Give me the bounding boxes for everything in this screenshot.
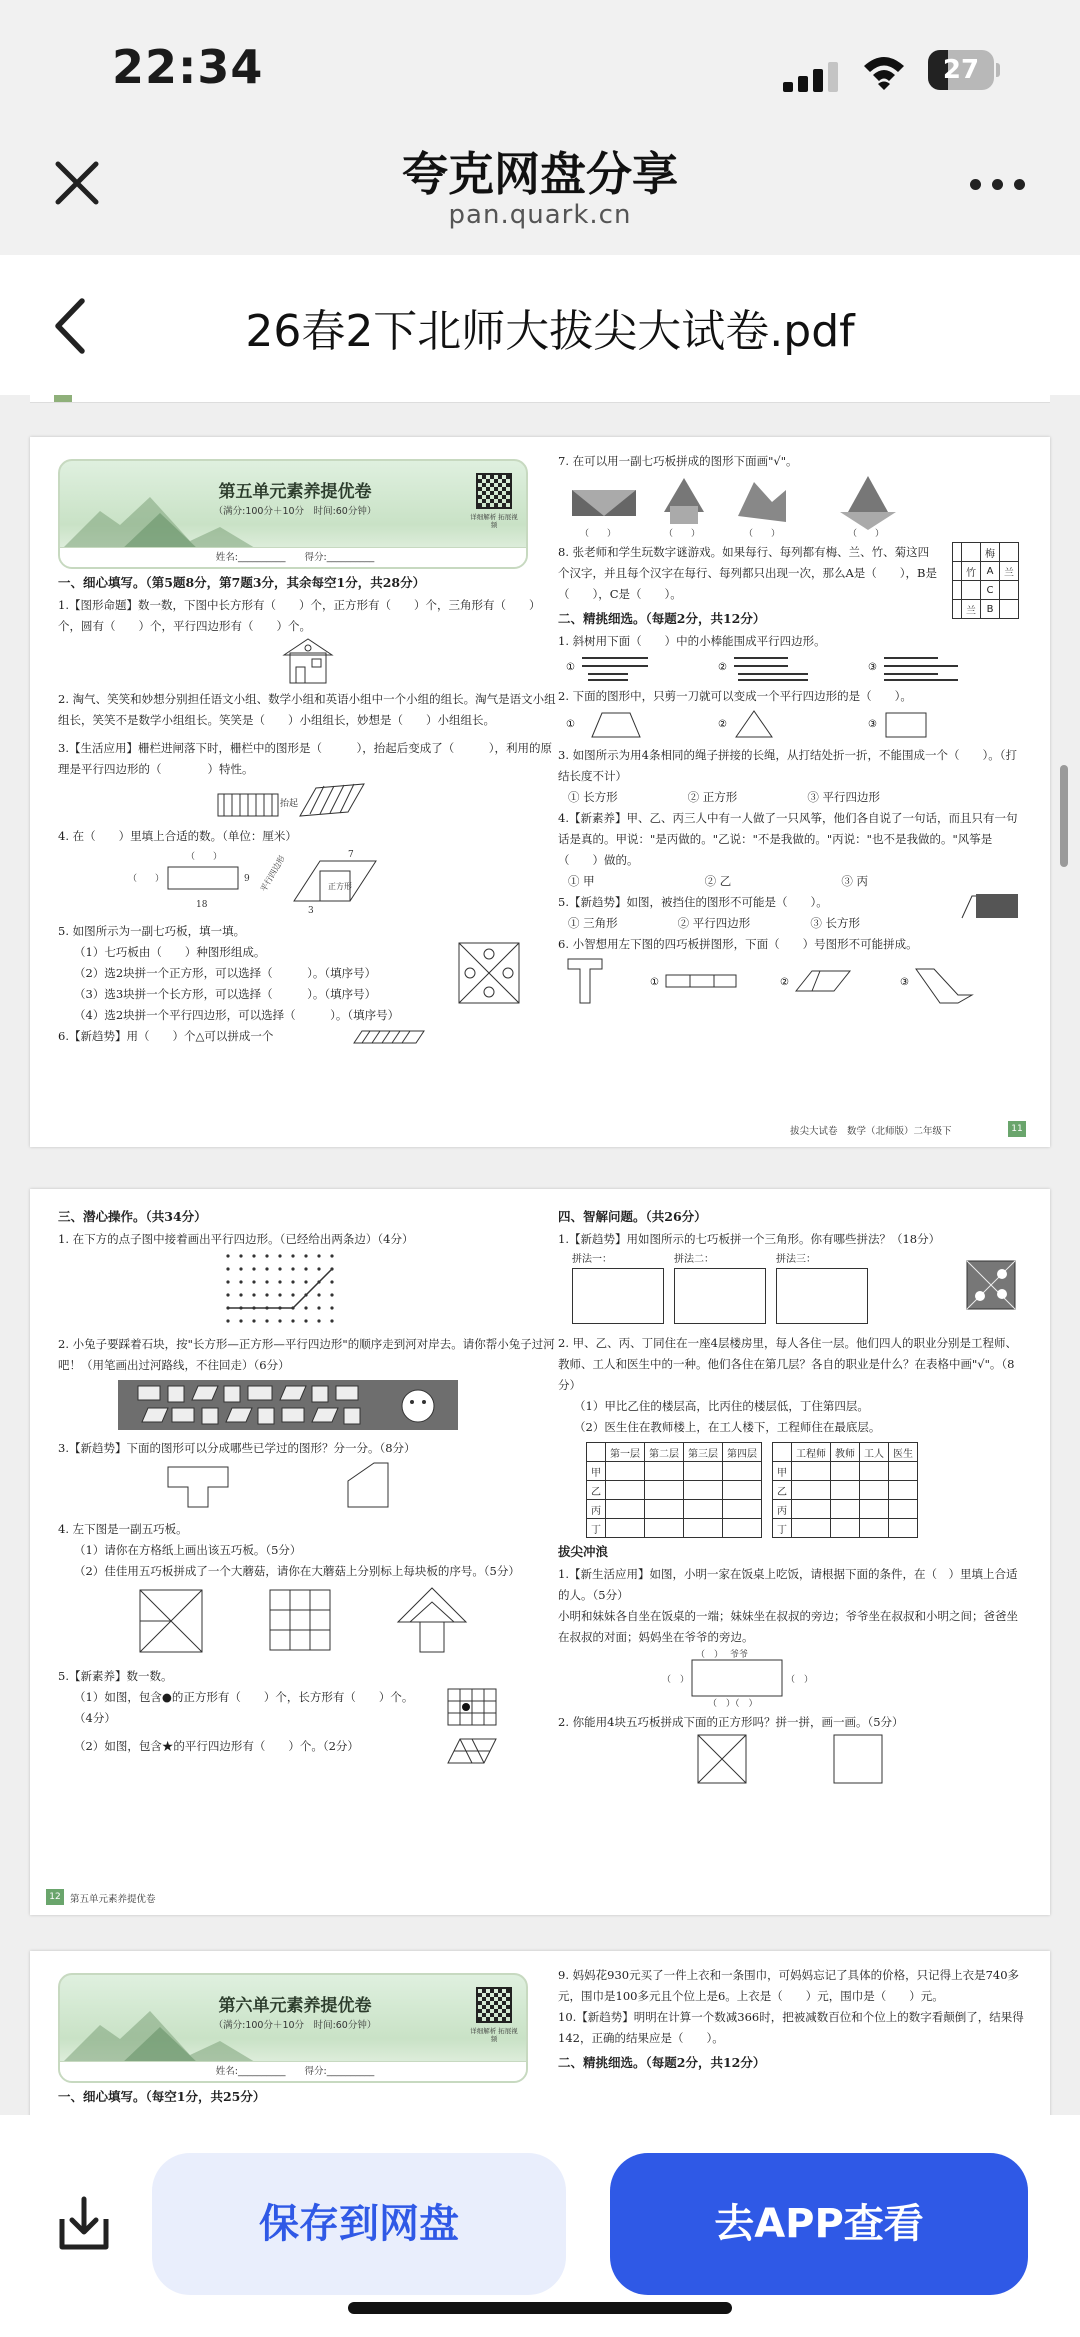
question-text: 2. 甲、乙、丙、丁同住在一座4层楼房里，每人各住一层。他们四人的职业分别是工程师、教师、工人和医生中的一种。他们各住在第几层？各自的职业是什么？在表格中画"√"。（8分） <box>558 1336 1017 1392</box>
unit-test-banner <box>58 459 528 569</box>
option-text: ① 三角形 <box>568 916 618 930</box>
test-title: 第五单元素养提优卷 <box>218 482 372 502</box>
section-heading: 一、细心填写。（每空1分，共25分） <box>58 2089 266 2104</box>
question-text: 3. 如图所示为用4条相同的绳子拼接的长绳，从打结处折一折，不能围成一个（ ）。（打结长度不计） <box>558 748 1017 783</box>
sub-question: （3）选3块拼一个长方形，可以选择（ ）。（填序号） <box>74 987 377 1001</box>
question-text: 10.【新趋势】明明在计算一个数减366时，把被减数百位和个位上的数字看颠倒了，结果得142，正确的结果应是（ ）。 <box>558 2010 1024 2045</box>
gate-caption: 抬起 <box>280 799 299 809</box>
sub-question: （2）医生住在教师楼上，在工人楼下，工程师住在最底层。 <box>574 1420 881 1434</box>
option-label: ③ <box>868 662 877 673</box>
seat-label: 爷爷 <box>730 1650 749 1660</box>
qr-caption: 详细解析 拓展视频 <box>470 2027 518 2043</box>
question-text: 7. 在可以用一副七巧板拼成的图形下面画"√"。 <box>558 454 798 468</box>
question-text: 3.【新趋势】下面的图形可以分成哪些已学过的图形？分一分。（8分） <box>58 1441 416 1455</box>
dining-table-figure <box>558 1648 1028 1708</box>
method-label: 拼法一： <box>572 1254 612 1265</box>
option-label: ② <box>780 977 789 988</box>
four-piece-figure <box>558 955 1028 1005</box>
option-text: ① 长方形 <box>568 790 618 804</box>
question-text: 2. 你能用4块五巧板拼成下面的正方形吗？拼一拼，画一画。（5分） <box>558 1715 904 1729</box>
dimension-label: 平行四边形 <box>258 854 287 894</box>
method-label: 拼法三： <box>776 1254 816 1265</box>
question-text: 1.【新趋势】用如图所示的七巧板拼一个三角形。你有哪些拼法？（18分） <box>558 1232 941 1246</box>
question-text: 1. 在下方的点子图中接着画出平行四边形。（已经给出两条边）（4分） <box>58 1232 414 1246</box>
counting-grid-figure <box>444 1687 504 1765</box>
more-options-icon[interactable] <box>968 168 1028 198</box>
dimension-label: 9 <box>244 874 250 884</box>
puzzle-grid: 梅 竹 A 兰 C 兰 B <box>952 542 1019 619</box>
question-text: 4. 左下图是一副五巧板。 <box>58 1522 188 1536</box>
option-text: ① 甲 <box>568 874 595 888</box>
pdf-viewer[interactable] <box>0 395 1080 2115</box>
share-title: 夸克网盘分享 <box>402 147 678 201</box>
name-score-line: 姓名:__________ 得分:__________ <box>60 2061 528 2083</box>
option-label: ① <box>566 662 575 673</box>
sticks-figure <box>558 652 1028 682</box>
pdf-page <box>30 437 1050 1147</box>
status-time: 22:34 <box>112 40 264 94</box>
section-heading: 二、精挑细选。（每题2分，共12分） <box>558 611 766 626</box>
question-text: 2. 下面的图形中，只剪一刀就可以变成一个平行四边形的是（ ）。 <box>558 689 912 703</box>
svg-text:（ ）（ ）: （ ）（ ） <box>708 1699 758 1708</box>
answer-box[interactable] <box>674 1268 766 1324</box>
status-bar <box>0 0 1080 120</box>
file-title-bar <box>0 255 1080 395</box>
question-text: 6. 小智想用左下图的四巧板拼图形，下面（ ）号图形不可能拼成。 <box>558 937 918 951</box>
tangram-figure <box>458 942 520 1004</box>
sub-question: （1）如图，包含●的正方形有（ ）个，长方形有（ ）个。（4分） <box>74 1690 414 1725</box>
open-in-app-button[interactable]: 去APP查看 <box>610 2153 1028 2295</box>
dimension-label: 3 <box>308 906 314 916</box>
gate-figure <box>58 780 558 822</box>
file-name: 26春2下北师大拔尖大试卷.pdf <box>245 306 855 357</box>
sub-question: （2）佳佳用五巧板拼成了一个大蘑菇，请你在大蘑菇上分别标上每块板的序号。（5分） <box>74 1564 520 1578</box>
section-heading: 一、细心填写。（第5题8分，第7题3分，其余每空1分，共28分） <box>58 575 426 590</box>
question-text: 3.【生活应用】栅栏进闸落下时，栅栏中的图形是（ ），抬起后变成了（ ），利用的原理是平行四边形的（ ）特性。 <box>58 741 552 776</box>
download-icon[interactable] <box>52 2193 116 2257</box>
section-heading: 二、精挑细选。（每题2分，共12分） <box>558 2055 766 2070</box>
test-subtitle: （满分:100分＋10分 时间:60分钟） <box>213 506 377 517</box>
test-subtitle: （满分:100分＋10分 时间:60分钟） <box>213 2020 377 2031</box>
question-text: 9. 妈妈花930元买了一件上衣和一条围巾，可妈妈忘记了具体的价格，只记得上衣是740多元，围巾是100多元且个位上是6。上衣是（ ）元，围巾是（ ）元。 <box>558 1968 1020 2003</box>
shapes-figure <box>558 707 1028 741</box>
answer-mark: （ ） <box>744 529 781 538</box>
answer-mark: （ ） <box>580 529 617 538</box>
cellular-signal-icon <box>783 62 841 92</box>
option-label: ③ <box>868 719 877 730</box>
option-text: ② 正方形 <box>687 790 738 804</box>
sub-question: （1）七巧板由（ ）种图形组成。 <box>74 945 266 959</box>
svg-text:（ ）: （ ） <box>662 1675 690 1685</box>
svg-text:（ ）: （ ） <box>696 1650 724 1660</box>
qr-caption: 详细解析 拓展视频 <box>470 513 518 529</box>
unit-test-banner <box>58 1973 528 2083</box>
river-stones-figure <box>58 1376 558 1434</box>
page-footer: 第五单元素养提优卷 <box>70 1894 156 1905</box>
question-text: 1.【新生活应用】如图，小明一家在饭桌上吃饭，请根据下面的条件，在（ ）里填上合适的人。（5分） <box>558 1567 1018 1602</box>
name-score-line: 姓名:__________ 得分:__________ <box>60 547 528 569</box>
battery-icon <box>928 50 1000 90</box>
answer-mark: （ ） <box>664 529 701 538</box>
options-row <box>558 913 1028 934</box>
question-text: 5.【新素养】数一数。 <box>58 1669 173 1683</box>
option-label: ① <box>566 719 575 730</box>
question-text: 1.【图形命题】数一数，下图中长方形有（ ）个，正方形有（ ）个，三角形有（ ）个，圆有（ ）个，平行四边形有（ ）个。 <box>58 598 541 633</box>
option-text: ③ 平行四边形 <box>807 790 880 804</box>
pdf-page <box>30 1951 1050 2115</box>
job-table[interactable]: 工程师 教师 工人 医生 甲 乙 丙 丁 <box>772 1442 918 1538</box>
house-figure <box>58 637 558 685</box>
dimension-label: 18 <box>196 900 208 910</box>
options-row <box>558 787 1028 808</box>
sub-question: （2）如图，包含★的平行四边形有（ ）个。（2分） <box>74 1739 359 1753</box>
question-text: 5. 如图所示为一副七巧板，填一填。 <box>58 924 246 938</box>
option-label: ② <box>718 662 727 673</box>
option-label: ② <box>718 719 727 730</box>
hidden-shape-figure <box>960 892 1020 920</box>
sub-question: （4）选2块拼一个平行四边形，可以选择（ ）。（填序号） <box>74 1008 400 1022</box>
page-footer: 拔尖大试卷 数学（北师版）二年级下 <box>790 1126 952 1137</box>
question-text: 4.【新素养】甲、乙、丙三人中有一人做了一只风筝，他们各自说了一句话，而且只有一句话是真的。甲说："是丙做的。"乙说："不是我做的。"丙说："也不是我做的。"风筝是（ ）做的。 <box>558 811 1018 867</box>
square-puzzle-figure <box>558 1733 1028 1785</box>
question-text: 4. 在（ ）里填上合适的数。（单位：厘米） <box>58 829 297 843</box>
parallelogram-figure <box>346 1030 426 1044</box>
save-to-cloud-button[interactable]: 保存到网盘 <box>152 2153 566 2295</box>
qr-code-icon <box>476 473 512 509</box>
dimension-label: 正方形 <box>328 882 352 891</box>
wifi-icon <box>862 52 906 92</box>
option-text: ② 乙 <box>704 874 732 888</box>
svg-text:（ ）: （ ） <box>786 1675 814 1685</box>
question-text: 小明和妹妹各自坐在饭桌的一端；妹妹坐在叔叔的旁边；爷爷坐在叔叔和小明之间；爸爸坐在叔叔的对面；妈妈坐在爷爷的旁边。 <box>558 1609 1018 1644</box>
page-number: 12 <box>46 1889 64 1905</box>
composite-shapes-figure <box>58 1459 558 1515</box>
share-domain: pan.quark.cn <box>448 200 632 230</box>
seven-piece-figure <box>966 1260 1016 1310</box>
question-text: 8. 张老师和学生玩数字谜游戏。如果每行、每列都有梅、兰、竹、菊这四个汉字，并且每个汉字在每行、每列都只出现一次，那么A是（ ），B是（ ），C是（ ）。 <box>558 545 938 601</box>
sub-question: （1）请你在方格纸上画出该五巧板。（5分） <box>74 1543 302 1557</box>
section-heading: 拔尖冲浪 <box>558 1544 609 1559</box>
test-title: 第六单元素养提优卷 <box>218 1996 372 2016</box>
option-label: ③ <box>900 977 909 988</box>
section-heading: 四、智解问题。（共26分） <box>558 1209 707 1224</box>
option-text: ③ 长方形 <box>810 916 860 930</box>
section-heading: 三、潜心操作。（共34分） <box>58 1209 207 1224</box>
method-label: 拼法二： <box>674 1254 714 1265</box>
sub-question: （2）选2块拼一个正方形，可以选择（ ）。（填序号） <box>74 966 377 980</box>
five-piece-figure <box>58 1582 558 1662</box>
answer-mark: （ ） <box>848 529 885 538</box>
previous-page-edge <box>30 395 1050 403</box>
question-text: 5.【新趋势】如图，被挡住的图形不可能是（ ）。 <box>558 895 828 909</box>
floor-table[interactable]: 第一层 第二层 第三层 第四层 甲 乙 丙 丁 <box>586 1442 762 1538</box>
answer-box[interactable] <box>572 1268 664 1324</box>
question-text: 2. 小兔子要踩着石块，按"长方形—正方形—平行四边形"的顺序走到河对岸去。请你帮小兔子过河吧！（用笔画出过河路线，不往回走）（6分） <box>58 1337 555 1372</box>
question-text: 1. 斜树用下面（ ）中的小棒能围成平行四边形。 <box>558 634 826 648</box>
option-label: ① <box>650 977 659 988</box>
tangram-shapes-figure <box>558 472 1028 538</box>
home-indicator <box>348 2302 732 2314</box>
svg-text:（ ）: （ ） <box>128 874 165 884</box>
page-number: 11 <box>1008 1121 1026 1137</box>
qr-code-icon <box>476 1987 512 2023</box>
battery-level: 27 <box>942 55 980 85</box>
svg-text:（ ）: （ ） <box>186 852 223 862</box>
scrollbar[interactable] <box>1060 765 1068 867</box>
answer-box[interactable] <box>776 1268 868 1324</box>
pdf-page <box>30 1189 1050 1915</box>
options-row <box>558 871 1028 892</box>
option-text: ③ 丙 <box>841 874 868 888</box>
option-text: ② 平行四边形 <box>677 916 751 930</box>
question-text: 6.【新趋势】用（ ）个△可以拼成一个 <box>58 1029 274 1043</box>
dimension-figure <box>58 847 558 917</box>
share-header <box>0 120 1080 255</box>
question-text: 2. 淘气、笑笑和妙想分别担任语文小组、数学小组和英语小组中一个小组的组长。淘气是语文小组组长，笑笑不是数学小组组长。笑笑是（ ）小组组长，妙想是（ ）小组组长。 <box>58 692 556 727</box>
dot-grid-figure <box>58 1250 558 1330</box>
dimension-label: 7 <box>348 850 354 860</box>
sub-question: （1）甲比乙住的楼层高，比丙住的楼层低，丁住第四层。 <box>574 1399 869 1413</box>
